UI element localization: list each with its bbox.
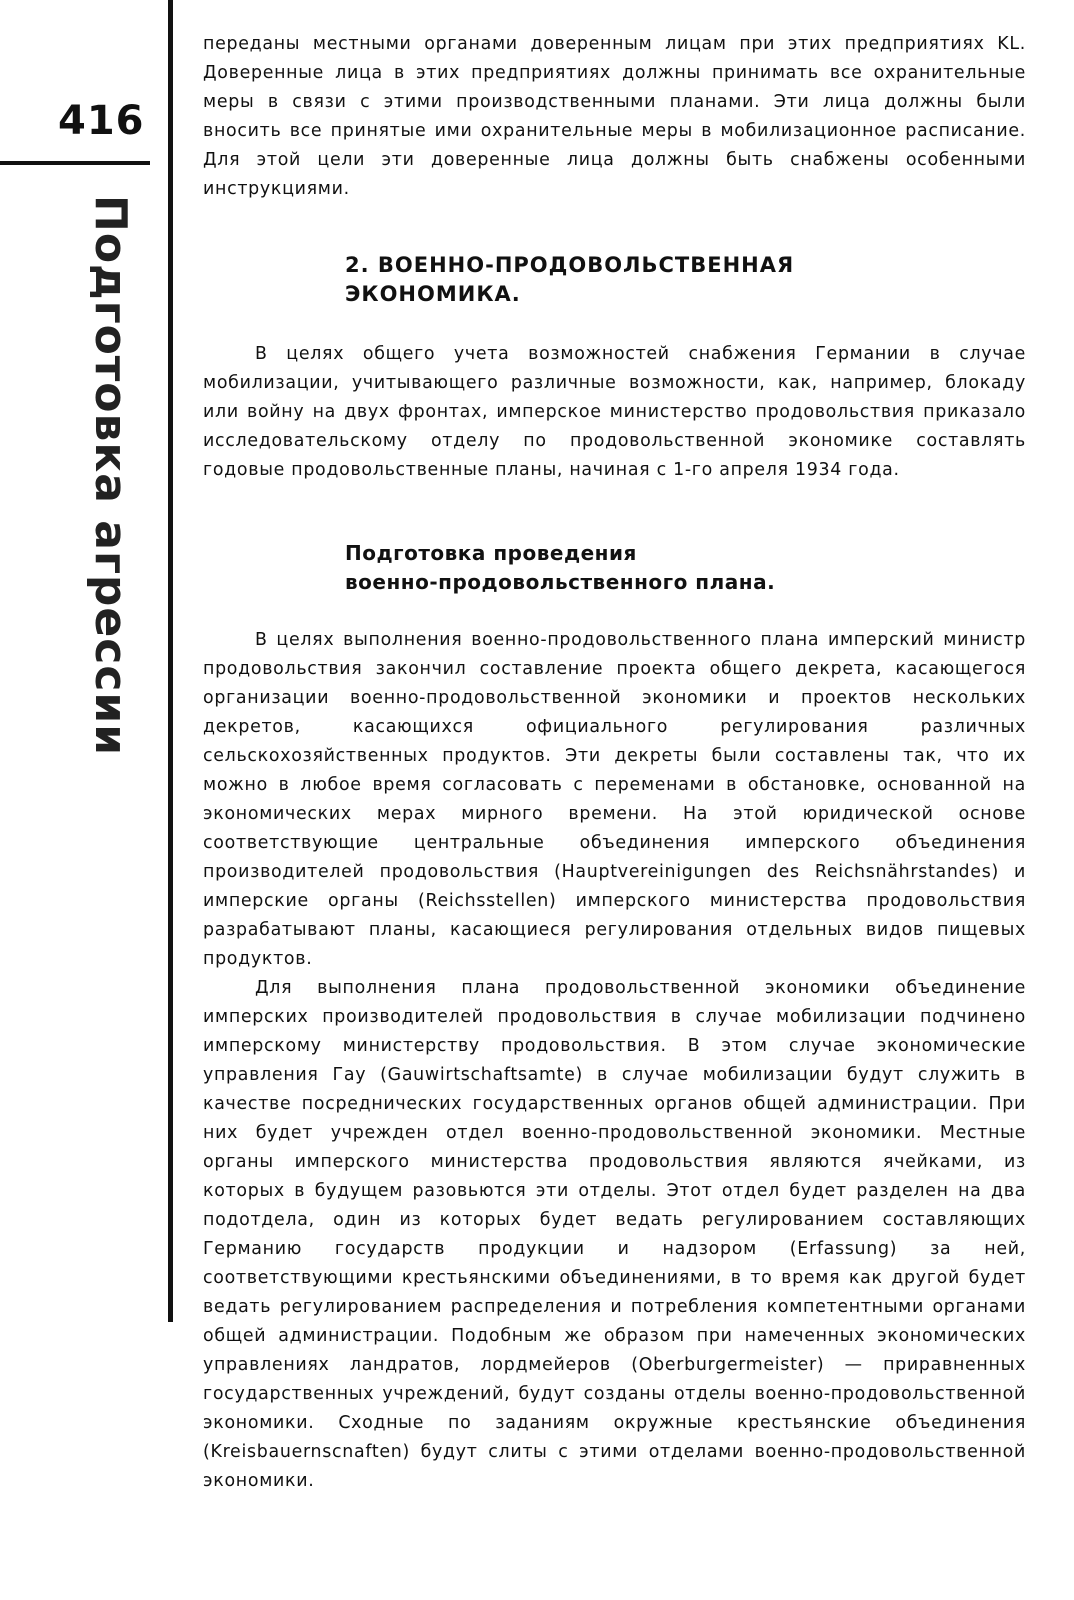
page-number-rule xyxy=(0,161,150,165)
running-side-title: Подготовка агрессии xyxy=(85,195,136,757)
paragraph-intro: переданы местными органами доверенным лицам при этих предприятиях KL. Доверенные лица в этих предприятиях должны принимать все охранительные меры в связи с этими производственными планами. Эти лица должны были вносить все принятые ими охранительные меры в мобилизационное расписание. Для этой цели эти доверенные лица должны быть снабжены особенными инструкциями. xyxy=(203,34,1026,199)
margin-vertical-rule xyxy=(168,0,173,1322)
paragraph-plan-2: Для выполнения плана продовольственной экономики объединение имперских производителей продовольствия в случае мобилизации подчинено имперскому министерству продовольствия. В этом случае экономические управления Гау (Gauwirtschaftsamte) в случае мобилизации будут служить в качестве посреднических государственных органов общей администрации. При них будет учрежден отдел военно-продовольственной экономики. Местные органы имперского министерства продовольствия являются ячейками, из которых в будущем разовьются эти отделы. Этот отдел будет разделен на два подотдела, один из которых будет ведать регулированием составляющих Германию государств продукции и надзором (Erfassung) за ней, соответствующими крестьянскими объединениями, в то время как другой будет ведать регулированием распределения и потребления компетентными органами общей администрации. Подобным же образом при намеченных экономических управлениях ландратов, лордмейеров (Oberburgermeister) — приравненных государственных учреждений, будут созданы отделы военно-продовольственной экономики. Сходные по заданиям окружные крестьянские объединения (Kreisbauernscnaften) будут слиты с этими отделами военно-продовольственной экономики. xyxy=(203,978,1026,1491)
subsection-heading-line-2: военно-продовольственного плана. xyxy=(345,570,776,594)
section-heading-line-2: ЭКОНОМИКА. xyxy=(345,282,521,306)
subsection-heading xyxy=(345,539,1026,597)
paragraph-plan-1: В целях выполнения военно-продовольственного плана имперский министр продовольствия закончил составление проекта общего декрета, касающегося организации военно-продовольственной экономики и проектов нескольких декретов, касающихся официального регулирования различных сельскохозяйственных продуктов. Эти декреты были составлены так, что их можно в любое время согласовать с переменами в обстановке, основанной на экономических мерах мирного времени. На этой юридической основе соответствующие центральные объединения имперского объединения производителей продовольствия (Hauptvereinigungen des Reichsnährstandes) и имперские органы (Reichsstellen) имперского министерства продовольствия разрабатывают планы, касающиеся регулирования отдельных видов пищевых продуктов. xyxy=(203,630,1026,969)
subsection-heading-line-1: Подготовка проведения xyxy=(345,541,637,565)
page-body xyxy=(203,30,1026,1496)
paragraph-section-2: В целях общего учета возможностей снабжения Германии в случае мобилизации, учитывающего различные возможности, как, например, блокаду или войну на двух фронтах, имперское министерство продовольствия приказало исследовательскому отделу по продовольственной экономике составлять годовые продовольственные планы, начиная с 1-го апреля 1934 года. xyxy=(203,344,1026,480)
page-number: 416 xyxy=(58,98,145,144)
section-heading xyxy=(345,251,1026,309)
section-heading-line-1: 2. ВОЕННО-ПРОДОВОЛЬСТВЕННАЯ xyxy=(345,253,795,277)
